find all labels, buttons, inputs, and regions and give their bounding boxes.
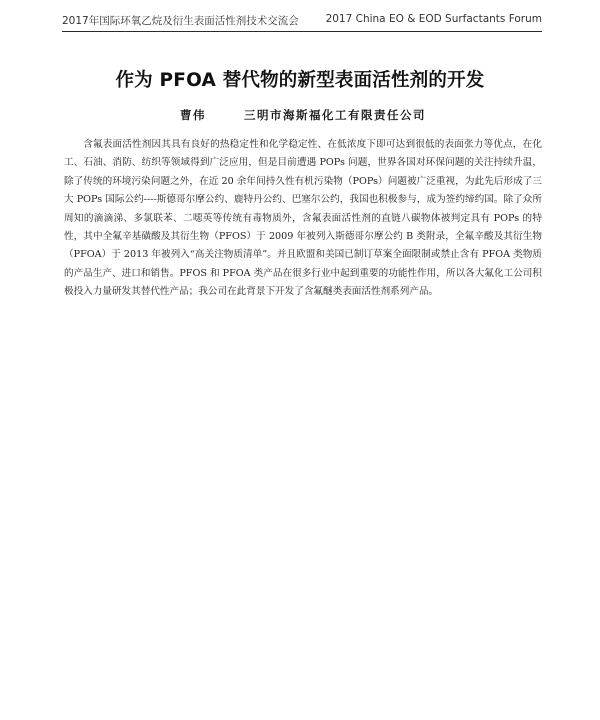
- header-divider: [62, 31, 542, 32]
- abstract-paragraph: 含氟表面活性剂因其具有良好的热稳定性和化学稳定性、在低浓度下即可达到很低的表面张力等优点，在化工、石油、消防、纺织等领域得到广泛应用，但是目前遭遇 POPs 问题，世界各国对环保问题的关注持续升温，除了传统的环境污染问题之外，在近 20 余年间持久性有机污染物（POPs）问题被广泛重视，为此先后形成了三大 POPs 国际公约----斯德哥尔摩公约、鹿特丹公约、巴塞尔公约，我国也积极参与，成为签约缔约国。除了众所周知的滴滴涕、多氯联苯、二噁英等传统有毒物质外，含氟表面活性剂的直链八碳物体被判定具有 POPs 的特性，其中全氟辛基磺酸及其衍生物（PFOS）于 2009 年被列入斯德哥尔摩公约 B 类附录，全氟辛酸及其衍生物（PFOA）于 2013 年被列入“高关注物质清单”。并且欧盟和美国已制订草案全面限制或禁止含有 PFOA 类物质的产品生产、进口和销售。PFOS 和 PFOA 类产品在很多行业中起到重要的功能性作用，所以各大氟化工公司积极投入力量研发其替代性产品；我公司在此背景下开发了含氟醚类表面活性剂系列产品。: [64, 139, 542, 298]
- paper-title: 作为 PFOA 替代物的新型表面活性剂的开发: [115, 70, 485, 91]
- author-name: 曹伟: [180, 108, 206, 122]
- author-affiliation: 三明市海斯福化工有限责任公司: [244, 108, 426, 122]
- header-conference-title-chinese: 2017年国际环氧乙烷及衍生表面活性剂技术交流会: [62, 15, 299, 27]
- running-header: [62, 13, 542, 29]
- byline: [180, 107, 426, 123]
- header-conference-title-english: 2017 China EO & EOD Surfactants Forum: [325, 13, 542, 25]
